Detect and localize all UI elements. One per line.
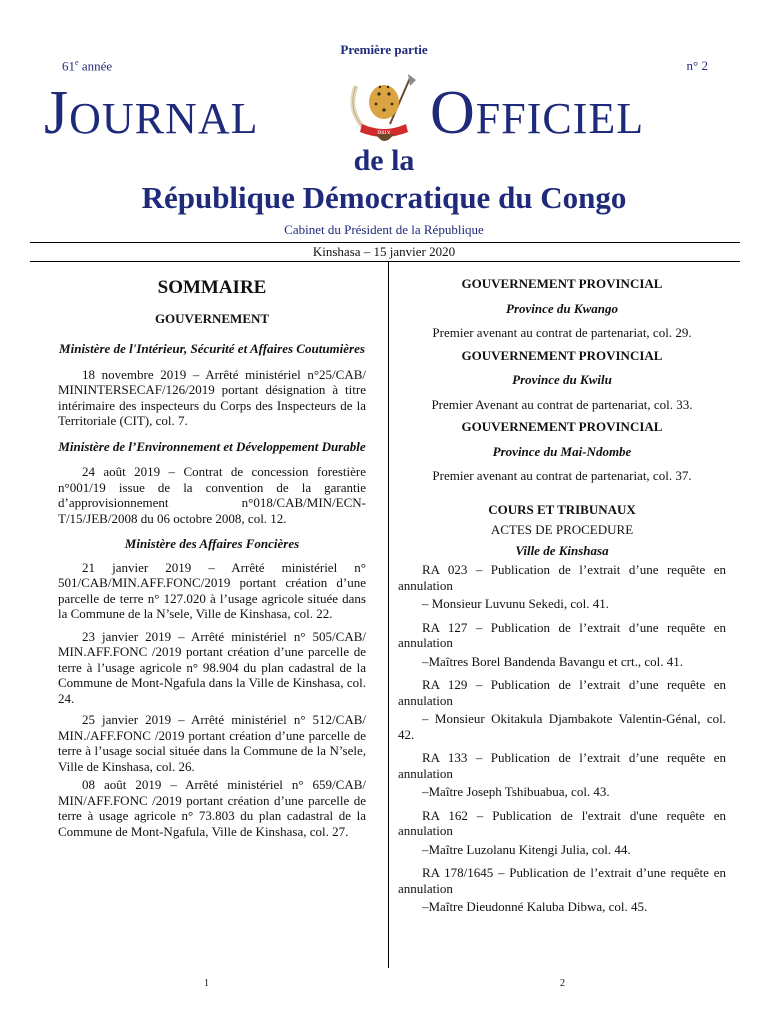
year-number: 61	[62, 58, 75, 74]
ra-entry-title: RA 129 – Publication de l’extrait d’une requête en annulation	[398, 677, 726, 708]
left-column	[58, 262, 366, 839]
year-word: année	[81, 58, 113, 74]
title-journal	[44, 78, 258, 149]
ra-entry	[398, 620, 726, 670]
entry-mai-ndombe-avenant: Premier avenant au contrat de partenariat, col. 37.	[432, 468, 692, 483]
ra-entry-title: RA 127 – Publication de l’extrait d’une requête en annulation	[398, 619, 726, 650]
issue-number: n° 2	[686, 58, 708, 73]
ra-entry-name: – Monsieur Okitakula Djambakote Valentin-Génal, col. 42.	[398, 711, 726, 742]
ministry-land-affairs: Ministère des Affaires Foncières	[124, 536, 300, 551]
title-officiel-rest: FFICIEL	[475, 94, 645, 143]
sommaire-heading: SOMMAIRE	[157, 277, 267, 298]
tusk-icon	[353, 86, 368, 132]
entry-kwilu-avenant: Premier Avenant au contrat de partenariat, col. 33.	[431, 396, 693, 412]
ra-entry-name: –Maître Luzolanu Kitengi Julia, col. 44.	[422, 841, 631, 857]
province-mai-ndombe: Province du Mai-Ndombe	[492, 443, 632, 459]
entry-land-decree-512: 25 janvier 2019 – Arrêté ministériel n° 512/CAB/ MIN./AFF.FONC /2019 portant création d’une parcelle de terre à l’usage social située dans la Commune de la N’sele, Ville de Kinshasa, col. 26.	[58, 712, 366, 774]
ra-entry	[398, 562, 726, 612]
part-label: Première partie	[340, 42, 428, 57]
ra-entry	[398, 750, 726, 800]
page-number-right: 2	[560, 978, 565, 989]
section-courts: COURS ET TRIBUNAUX	[488, 501, 636, 517]
section-gouvernement: GOUVERNEMENT	[154, 310, 270, 326]
entry-kwango-avenant: Premier avenant au contrat de partenariat, col. 29.	[432, 325, 692, 340]
header-rule-top	[30, 242, 740, 243]
province-kwango: Province du Kwango	[506, 300, 618, 316]
section-gov-provincial-3: GOUVERNEMENT PROVINCIAL	[461, 419, 663, 434]
ra-entry	[398, 677, 726, 742]
title-journal-initial: J	[44, 79, 70, 147]
issue-date: Kinshasa – 15 janvier 2020	[312, 244, 456, 259]
coat-of-arms-emblem	[338, 72, 430, 152]
ra-entry	[398, 808, 726, 858]
year-label	[62, 58, 112, 74]
column-divider	[388, 262, 389, 968]
title-officiel	[430, 78, 644, 149]
section-gov-provincial-1: GOUVERNEMENT PROVINCIAL	[461, 276, 663, 291]
subtitle-de-la: de la	[353, 144, 415, 177]
entry-forest-concession: 24 août 2019 – Contrat de concession forestière n°001/19 issue de la convention de la garantie d’approvisionnement n°018/CAB/MIN/ECN-T/15/JEB/2008 du 06 octobre 2008, col. 12.	[58, 464, 366, 526]
ministry-interior: Ministère de l'Intérieur, Sécurité et Affaires Coutumières	[59, 341, 365, 356]
ville-kinshasa: Ville de Kinshasa	[515, 542, 609, 558]
ministry-environment: Ministère de l’Environnement et Développement Durable	[58, 438, 366, 454]
province-kwilu: Province du Kwilu	[512, 372, 612, 387]
entry-interior-decree: 18 novembre 2019 – Arrêté ministériel n°25/CAB/ MININTERSECAF/126/2019 portant désignation à titre intérimaire des inspecteurs du Corps des Inspecteurs de la Territoriale (CIT), col. 7.	[58, 366, 366, 428]
section-gov-provincial-2: GOUVERNEMENT PROVINCIAL	[461, 347, 663, 363]
ra-entry-name: –Maître Joseph Tshibuabua, col. 43.	[422, 784, 610, 799]
ra-entry-title: RA 133 – Publication de l’extrait d’une requête en annulation	[398, 750, 726, 781]
ra-entry-name: –Maître Dieudonné Kaluba Dibwa, col. 45.	[422, 899, 648, 914]
ra-entry-title: RA 023 – Publication de l’extrait d’une requête en annulation	[398, 562, 726, 593]
ra-entry-name: – Monsieur Luvunu Sekedi, col. 41.	[422, 596, 610, 611]
actes-procedure: ACTES DE PROCEDURE	[490, 522, 634, 537]
page-number-left: 1	[204, 978, 209, 989]
leopard-head-icon	[369, 85, 399, 119]
entry-land-decree-659: 08 août 2019 – Arrêté ministériel n° 659/CAB/ MIN/AFF.FONC /2019 portant création d’une parcelle de terre à usage agricole n° 73.803 du plan cadastral de la Commune de Mont-Ngafula, Ville de Kinshasa, col. 27.	[58, 777, 366, 839]
title-officiel-initial: O	[430, 79, 476, 147]
ra-entry	[398, 865, 726, 915]
entry-land-decree-501: 21 janvier 2019 – Arrêté ministériel n° 501/CAB/MIN.AFF.FONC/2019 portant création d’une parcelle de terre n° 127.020 à l’usage agricole située dans la Commune de la N’sele, Ville de Kinshasa, col. 22.	[58, 559, 366, 621]
title-journal-rest: OURNAL	[69, 94, 259, 143]
ra-entry-title: RA 178/1645 – Publication de l’extrait d’une requête en annulation	[398, 865, 726, 896]
ra-entry-name: –Maîtres Borel Bandenda Bavangu et crt., col. 41.	[422, 653, 684, 669]
ra-entry-title: RA 162 – Publication de l'extrait d'une requête en annulation	[398, 807, 726, 838]
right-column	[398, 262, 726, 915]
subtitle-country: République Démocratique du Congo	[141, 180, 627, 215]
hand-icon	[376, 134, 394, 141]
entry-land-decree-505: 23 janvier 2019 – Arrêté ministériel n° 505/CAB/ MIN.AFF.FONC /2019 portant création d’une parcelle de terre à l’usage agricole n° 98.904 du plan cadastral de la Commune de Mont-Ngafula dans la Ville de Kinshasa, col. 24.	[58, 628, 366, 706]
cabinet-line: Cabinet du Président de la République	[284, 222, 484, 237]
year-superscript: e	[75, 58, 79, 67]
